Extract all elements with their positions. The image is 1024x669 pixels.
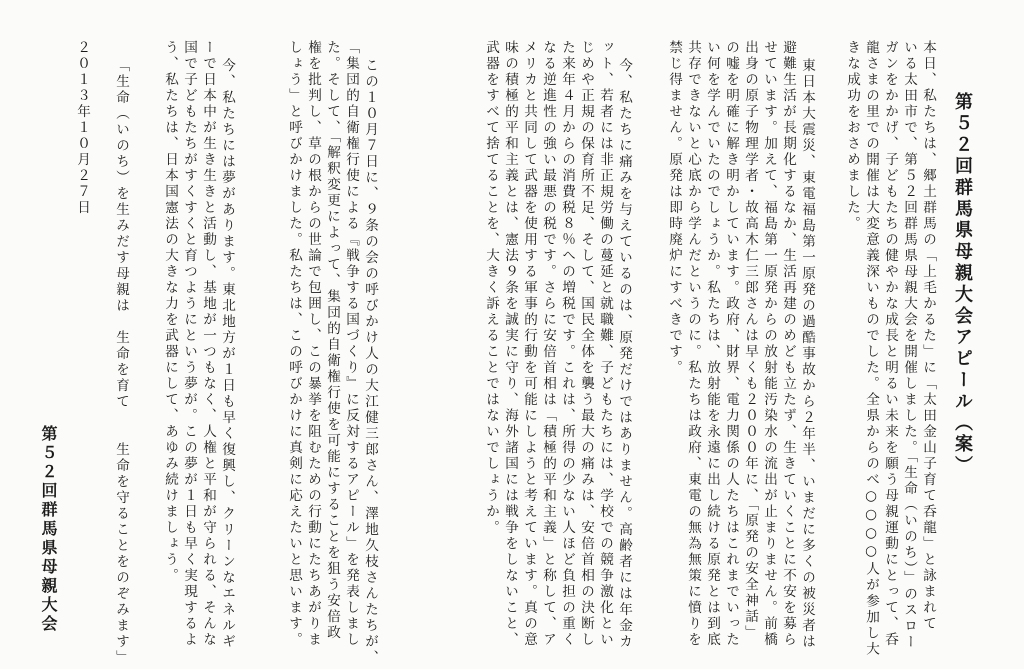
signature: 第５２回群馬県母親大会	[39, 425, 58, 634]
body-line: きな成功をおさめました。	[844, 40, 860, 232]
body-line: 避難生活が長期化するなか、生活再建のめども立たず、生きていくことに不安を募ら	[780, 40, 796, 648]
body-line: 今、私たちに痛みを与えているのは、原発だけではありません。高齢者には年金カ	[616, 58, 632, 650]
body-line: ガンをかかげ、子どもたちの健やかな成長と明るい未来を願う母親運動にとって、呑	[882, 40, 898, 648]
body-line: 龍さまの里での開催は大変意義深いものでした。全県からのべ○○○○人が参加し大	[863, 40, 879, 658]
body-line: 武器をすべて捨てることを、大きく訴えることではないでしょうか。	[483, 40, 499, 536]
body-line: 権を批判し、草の根からの世論で包囲し、この暴挙を阻むための行動にたちあがりま	[305, 40, 321, 648]
closing-slogan: 「生命（いのち）を生みだす母親は 生命を育て 生命を守ることをのぞみます」	[113, 58, 129, 666]
body-line: ーで日本中が生き生きと活動し、基地が一つもなく、人権と平和が守られる、そんな	[200, 40, 216, 648]
body-line: た来年４月からの消費税８％への増税です。これは、所得の少ない人ほど負担の重く	[559, 40, 575, 648]
body-line: 東日本大震災、東電福島第一原発の過酷事故から２年半、いまだに多くの被災者は	[799, 58, 815, 650]
body-line: 出身の原子物理学者・故高木仁三郎さんは早くも２０００年に、「原発の安全神話」	[742, 40, 758, 642]
body-line: なる逆進性の強い最悪の税です。さらに安倍首相は「積極的平和主義」と称して、ア	[540, 40, 556, 648]
body-line: 共存できないと心底から学んだというのに。私たちは政府、東電の無為無策に憤りを	[685, 40, 701, 648]
body-line: 味の積極的平和主義とは、憲法９条を誠実に守り、海外諸国には戦争をしないこと、	[502, 40, 518, 648]
body-line: 「集団的自衛権行使による『戦争する国づくり』に反対するアピール」を発表しまし	[343, 40, 359, 648]
body-line: しょう」と呼びかけました。私たちは、この呼びかけに真剣に応えたいと思います。	[286, 40, 302, 648]
body-line: の嘘を明確に解き明かしています。政府、財界、電力関係の人たちはこれまでいった	[723, 40, 739, 648]
body-line: 本日、私たちは、郷土群馬の「上毛かるた」に「太田金山子育て呑龍」と詠まれて	[920, 40, 936, 632]
body-line: 国で子どもたちがすくすくと育つようにという夢が。この夢が１日も早く実現するよ	[181, 40, 197, 648]
body-line: いる太田市で、第５２回群馬県母親大会を開催しました。「生命（いのち）」のスロー	[901, 40, 917, 651]
body-line: この１０月７日に、９条の会の呼びかけ人の大江健三郎さん、澤地久枝さんたちが、	[362, 58, 378, 666]
body-line: ット、若者には非正規労働の蔓延と就職難、子どもたちには、学校での競争激化とい	[597, 40, 613, 648]
body-line: せています。加えて、福島第一原発からの放射能汚染水の流出が止まりません。前橋	[761, 40, 777, 648]
body-line: い何を学んでいたのでしょうか。私たちは、放射能を永遠に出し続ける原発とは到底	[704, 40, 720, 648]
document-title: 第５２回群馬県母親大会アピール（案）	[952, 92, 973, 478]
body-line: た。そして、「解釈変更によって、集団的自衛権行使を可能にすることを狙う安倍政	[324, 40, 340, 642]
document-date: ２０１３年１０月２７日	[74, 40, 90, 216]
body-line: 禁じ得ません。原発は即時廃炉にすべきです。	[666, 40, 682, 376]
body-line: 今、私たちには夢があります。東北地方が１日も早く復興し、クリーンなエネルギ	[219, 58, 235, 650]
body-line: じめや正規の保育所不足、そして、国民全体を襲う最大の痛みは、安倍首相の決断し	[578, 40, 594, 648]
body-line: う、私たちは、日本国憲法の大きな力を武器にして、あゆみ続けましょう。	[162, 40, 178, 584]
body-line: メリカと共同して武器を使用する軍事的行動を可能にしようと考えています。真の意	[521, 40, 537, 648]
